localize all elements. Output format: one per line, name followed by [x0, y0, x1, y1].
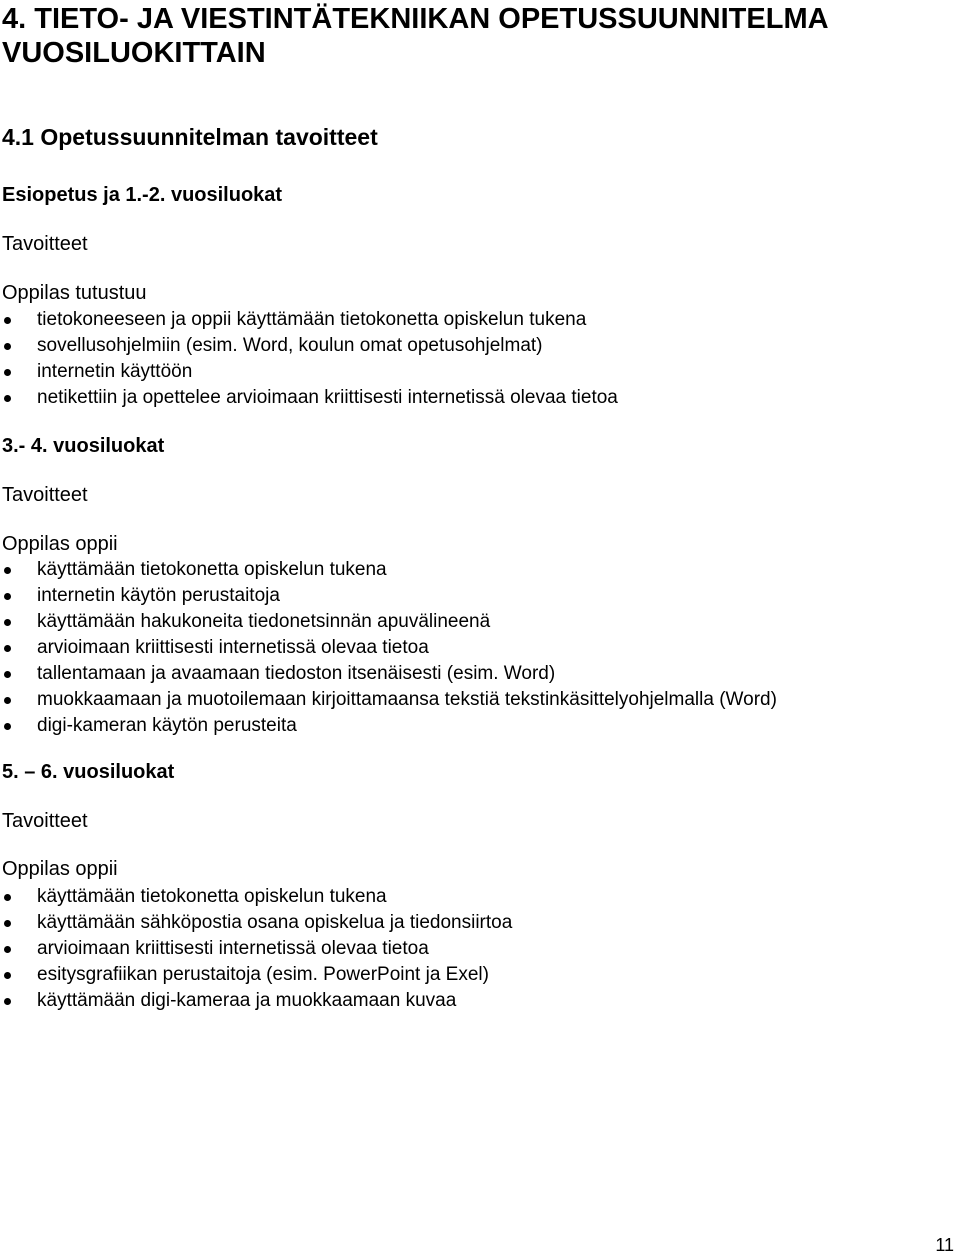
list-item — [0, 687, 777, 713]
section-heading-3-4: 3.- 4. vuosiluokat — [2, 435, 165, 457]
bullet-icon — [4, 697, 11, 704]
list-item — [0, 557, 777, 583]
bullet-icon — [4, 567, 11, 574]
list-item — [0, 962, 512, 988]
list-item — [0, 910, 512, 936]
section-heading-5-6: 5. – 6. vuosiluokat — [2, 761, 175, 783]
section-subtitle: 4.1 Opetussuunnitelman tavoitteet — [2, 124, 378, 150]
bullet-icon — [4, 920, 11, 927]
list-item — [0, 609, 777, 635]
list-item — [0, 936, 512, 962]
list-item-text: tallentamaan ja avaamaan tiedoston itsenäisesti (esim. Word) — [37, 663, 556, 684]
list-item — [0, 661, 777, 687]
list-item — [0, 583, 777, 609]
list-item — [0, 884, 512, 910]
list-item — [0, 385, 618, 411]
bullet-icon — [4, 998, 11, 1005]
list-item — [0, 635, 777, 661]
bullet-icon — [4, 343, 11, 350]
list-item-text: käyttämään digi-kameraa ja muokkaamaan kuvaa — [37, 990, 457, 1011]
list-item — [0, 333, 618, 359]
bullet-icon — [4, 619, 11, 626]
bullet-icon — [4, 395, 11, 402]
section-intro: Oppilas oppii — [2, 533, 118, 555]
bullet-icon — [4, 369, 11, 376]
bullet-icon — [4, 671, 11, 678]
list-item — [0, 713, 777, 739]
page-number: 11 — [935, 1235, 954, 1255]
document-title-line-1: 4. TIETO- JA VIESTINTÄTEKNIIKAN OPETUSSUUNNITELMA — [2, 3, 829, 35]
bullet-icon — [4, 317, 11, 324]
section-heading-esiopetus: Esiopetus ja 1.-2. vuosiluokat — [2, 184, 283, 206]
list-item — [0, 359, 618, 385]
list-item-text: käyttämään tietokonetta opiskelun tukena — [37, 559, 387, 580]
list-item-text: internetin käyttöön — [37, 361, 193, 382]
bullet-icon — [4, 972, 11, 979]
goals-label: Tavoitteet — [2, 233, 88, 255]
bullet-icon — [4, 946, 11, 953]
goal-list — [0, 557, 777, 739]
list-item-text: digi-kameran käytön perusteita — [37, 715, 297, 736]
goals-label: Tavoitteet — [2, 484, 88, 506]
list-item-text: esitysgrafiikan perustaitoja (esim. PowerPoint ja Exel) — [37, 964, 489, 985]
list-item-text: internetin käytön perustaitoja — [37, 585, 280, 606]
document-title-line-2: VUOSILUOKITTAIN — [2, 37, 266, 69]
section-intro: Oppilas oppii — [2, 858, 118, 880]
bullet-icon — [4, 894, 11, 901]
list-item-text: käyttämään tietokonetta opiskelun tukena — [37, 886, 387, 907]
list-item — [0, 988, 512, 1014]
list-item-text: muokkaamaan ja muotoilemaan kirjoittamaansa tekstiä tekstinkäsittelyohjelmalla (Word) — [37, 689, 777, 710]
list-item-text: käyttämään hakukoneita tiedonetsinnän apuvälineenä — [37, 611, 491, 632]
bullet-icon — [4, 645, 11, 652]
section-intro: Oppilas tutustuu — [2, 282, 147, 304]
goals-label: Tavoitteet — [2, 810, 88, 832]
list-item-text: tietokoneeseen ja oppii käyttämään tietokonetta opiskelun tukena — [37, 309, 587, 330]
list-item-text: arvioimaan kriittisesti internetissä olevaa tietoa — [37, 637, 429, 658]
goal-list — [0, 884, 512, 1014]
list-item-text: netikettiin ja opettelee arvioimaan kriittisesti internetissä olevaa tietoa — [37, 387, 618, 408]
bullet-icon — [4, 593, 11, 600]
list-item-text: arvioimaan kriittisesti internetissä olevaa tietoa — [37, 938, 429, 959]
goal-list — [0, 307, 618, 411]
list-item — [0, 307, 618, 333]
list-item-text: sovellusohjelmiin (esim. Word, koulun omat opetusohjelmat) — [37, 335, 543, 356]
bullet-icon — [4, 723, 11, 730]
list-item-text: käyttämään sähköpostia osana opiskelua ja tiedonsiirtoa — [37, 912, 513, 933]
